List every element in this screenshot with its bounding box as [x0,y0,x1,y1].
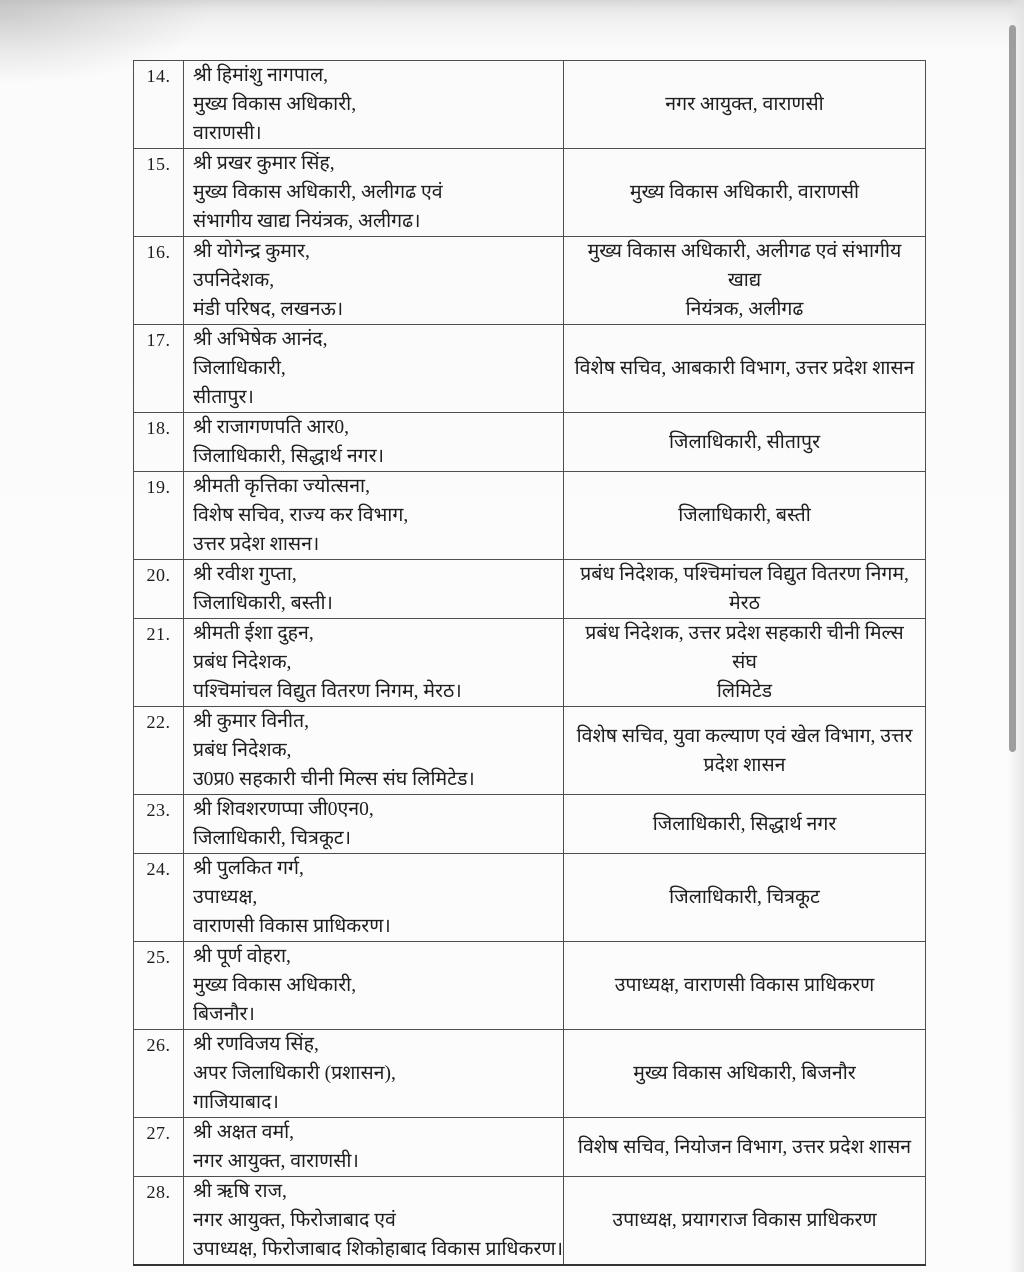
officer-text-line: मंडी परिषद, लखनऊ। [193,299,344,320]
officer-text-line: बिजनौर। [193,1004,255,1025]
officer-text-line: अपर जिलाधिकारी (प्रशासन), [193,1063,396,1084]
serial-number-cell: 20. [134,560,184,619]
new-posting-cell [564,149,926,237]
new-posting-cell [564,707,926,795]
new-posting-cell [564,61,926,149]
officer-text-line: श्री रणविजय सिंह, [193,1034,319,1055]
officer-text-line: विशेष सचिव, राज्य कर विभाग, [193,505,409,526]
serial-number-cell: 28. [134,1177,184,1266]
officer-text-line: श्री शिवशरणप्पा जी0एन0, [193,799,374,820]
officer-text-line: प्रबंध निदेशक, [193,740,292,761]
officer-text-line: श्री पुलकित गर्ग, [193,858,304,879]
officer-text-line: मुख्य विकास अधिकारी, [193,94,357,115]
officer-text-line: गाजियाबाद। [193,1092,279,1113]
officer-text-line: मुख्य विकास अधिकारी, [193,975,357,996]
officer-details-cell [184,942,564,1030]
new-posting-cell [564,942,926,1030]
posting-text-line: विशेष सचिव, नियोजन विभाग, उत्तर प्रदेश शासन [577,1136,912,1158]
officer-details-cell [184,1177,564,1266]
new-posting-cell [564,413,926,472]
new-posting-cell [564,472,926,560]
serial-number-cell: 16. [134,237,184,325]
new-posting-cell [564,325,926,413]
officer-text-line: श्री कुमार विनीत, [193,711,310,732]
posting-text-line: लिमिटेड [716,681,773,702]
new-posting-cell [564,237,926,325]
posting-text-line: प्रदेश शासन [703,754,786,776]
transfer-order-table [133,60,926,1266]
serial-number-cell: 19. [134,472,184,560]
officer-details-cell [184,237,564,325]
officer-details-cell [184,413,564,472]
officer-text-line: वाराणसी विकास प्राधिकरण। [193,916,391,937]
officer-text-line: श्री योगेन्द्र कुमार, [193,241,310,262]
officer-text-line: संभागीय खाद्य नियंत्रक, अलीगढ। [193,211,421,232]
officer-text-line: वाराणसी। [193,123,262,144]
serial-number-cell: 15. [134,149,184,237]
officer-text-line: श्रीमती ईशा दुहन, [193,623,314,644]
officer-text-line: श्री राजागणपति आर0, [193,417,350,438]
officer-text-line: जिलाधिकारी, बस्ती। [193,593,333,614]
officer-text-line: श्री प्रखर कुमार सिंह, [193,153,335,174]
table-row [134,854,926,942]
table-row [134,1118,926,1177]
officer-details-cell [184,560,564,619]
serial-number-cell: 26. [134,1030,184,1118]
posting-text-line: जिलाधिकारी, बस्ती [678,505,811,526]
officer-text-line: जिलाधिकारी, सिद्धार्थ नगर। [193,446,385,467]
officer-details-cell [184,854,564,942]
posting-text-line: जिलाधिकारी, चित्रकूट [669,887,820,908]
officer-text-line: सीतापुर। [193,387,254,408]
new-posting-cell [564,1030,926,1118]
officer-text-line: प्रबंध निदेशक, [193,652,292,673]
officer-text-line: श्रीमती कृत्तिका ज्योत्सना, [193,476,370,497]
officer-text-line: नगर आयुक्त, फिरोजाबाद एवं [193,1210,396,1231]
officer-text-line: श्री रवीश गुप्ता, [193,564,297,585]
officer-details-cell [184,1030,564,1118]
posting-text-line: जिलाधिकारी, सीतापुर [668,431,821,453]
table-row [134,795,926,854]
serial-number-cell: 24. [134,854,184,942]
serial-number-cell: 23. [134,795,184,854]
scrollbar-thumb[interactable] [1009,25,1016,752]
officer-text-line: मुख्य विकास अधिकारी, अलीगढ एवं [193,182,443,203]
posting-text-line: जिलाधिकारी, सिद्धार्थ नगर [652,813,837,835]
new-posting-cell [564,1177,926,1266]
officer-text-line: श्री हिमांशु नागपाल, [193,65,329,86]
officer-text-line: श्री ऋषि राज, [193,1181,287,1202]
officer-details-cell [184,61,564,149]
officer-details-cell [184,1118,564,1177]
table-row [134,1030,926,1118]
posting-text-line: नियंत्रक, अलीगढ [685,299,804,320]
new-posting-cell [564,560,926,619]
serial-number-cell: 21. [134,619,184,707]
table-row [134,325,926,413]
table-row [134,1177,926,1266]
table-row [134,472,926,560]
officer-details-cell [184,325,564,413]
officer-text-line: श्री पूर्ण वोहरा, [193,946,291,967]
posting-text-line: मेरठ [729,593,760,614]
table-row [134,619,926,707]
officer-text-line: उत्तर प्रदेश शासन। [193,534,320,555]
officer-text-line: उपनिदेशक, [193,270,275,291]
officer-text-line: पश्चिमांचल विद्युत वितरण निगम, मेरठ। [193,681,462,702]
table-row [134,61,926,149]
officer-details-cell [184,472,564,560]
table-row [134,560,926,619]
new-posting-cell [564,1118,926,1177]
posting-text-line: उपाध्यक्ष, वाराणसी विकास प्राधिकरण [614,975,875,996]
table-row [134,707,926,795]
serial-number-cell: 27. [134,1118,184,1177]
posting-text-line: मुख्य विकास अधिकारी, वाराणसी [629,182,860,203]
serial-number-cell: 25. [134,942,184,1030]
officer-text-line: श्री अक्षत वर्मा, [193,1122,295,1143]
officer-text-line: उपाध्यक्ष, फिरोजाबाद शिकोहाबाद विकास प्राधिकरण। [193,1239,563,1260]
posting-text-line: विशेष सचिव, युवा कल्याण एवं खेल विभाग, उत्तर [576,725,913,747]
posting-text-line: विशेष सचिव, आबकारी विभाग, उत्तर प्रदेश शासन [574,358,915,379]
table-row [134,413,926,472]
officer-text-line: श्री अभिषेक आनंद, [193,329,328,350]
officer-text-line: जिलाधिकारी, चित्रकूट। [193,828,352,849]
table-row [134,149,926,237]
officer-details-cell [184,795,564,854]
table-row [134,942,926,1030]
officer-details-cell [184,619,564,707]
serial-number-cell: 17. [134,325,184,413]
officer-text-line: उपाध्यक्ष, [193,887,258,908]
table-body [134,61,926,1266]
posting-text-line: मुख्य विकास अधिकारी, अलीगढ एवं संभागीय खाद्य [587,241,902,291]
posting-text-line: उपाध्यक्ष, प्रयागराज विकास प्राधिकरण [612,1210,877,1231]
new-posting-cell [564,795,926,854]
serial-number-cell: 14. [134,61,184,149]
table-row [134,237,926,325]
officer-details-cell [184,149,564,237]
posting-text-line: नगर आयुक्त, वाराणसी [665,94,824,115]
posting-text-line: प्रबंध निदेशक, उत्तर प्रदेश सहकारी चीनी मिल्स संघ [585,623,904,673]
new-posting-cell [564,619,926,707]
posting-text-line: प्रबंध निदेशक, पश्चिमांचल विद्युत वितरण निगम, [580,564,909,585]
officer-text-line: उ0प्र0 सहकारी चीनी मिल्स संघ लिमिटेड। [193,769,475,790]
posting-text-line: मुख्य विकास अधिकारी, बिजनौर [633,1063,856,1084]
officer-details-cell [184,707,564,795]
serial-number-cell: 22. [134,707,184,795]
new-posting-cell [564,854,926,942]
serial-number-cell: 18. [134,413,184,472]
officer-text-line: जिलाधिकारी, [193,358,286,379]
officer-text-line: नगर आयुक्त, वाराणसी। [193,1151,359,1172]
